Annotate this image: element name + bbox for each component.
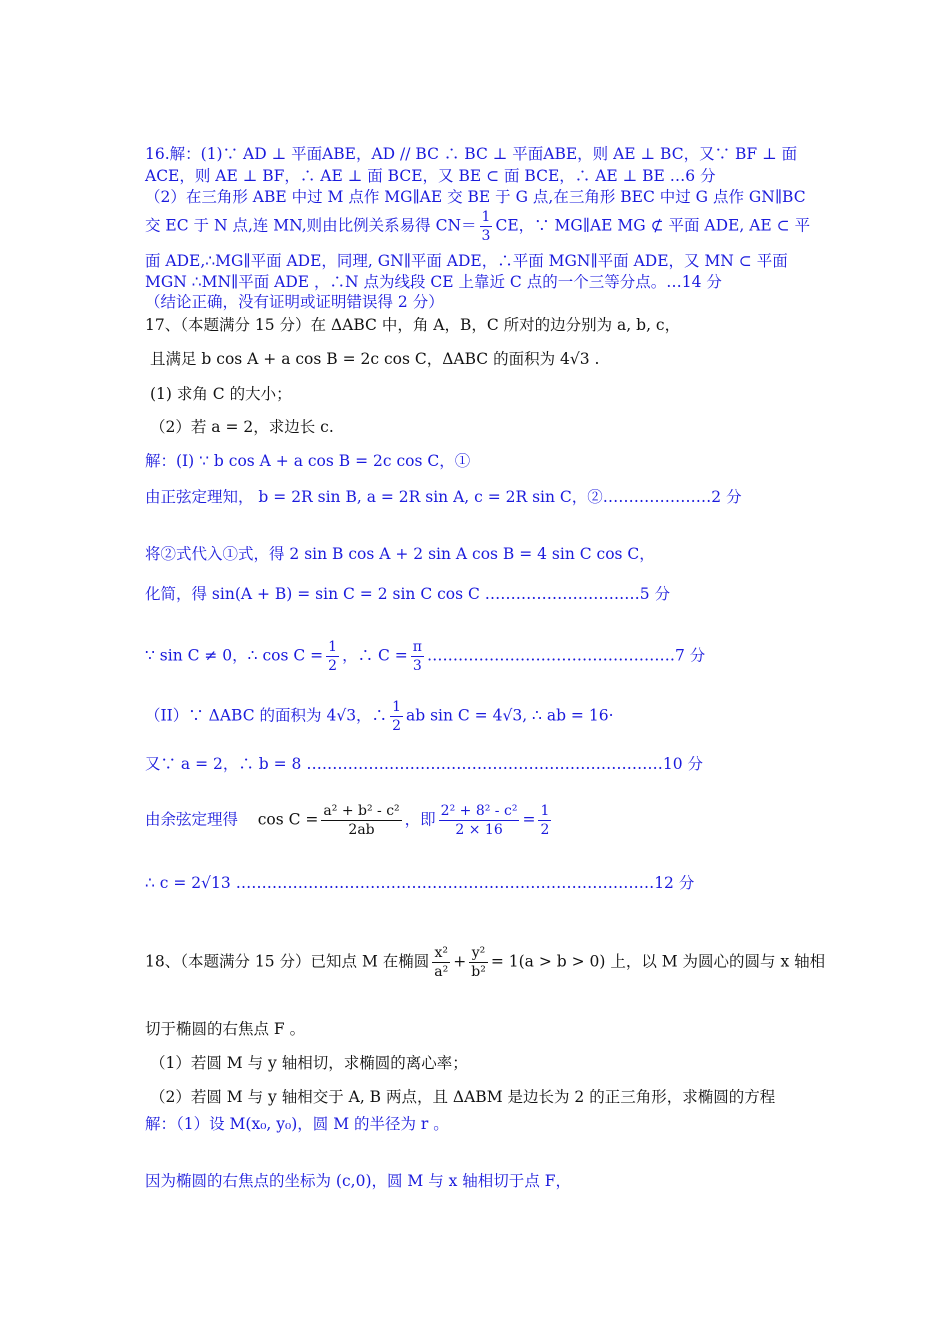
frac-den: 2: [328, 658, 338, 674]
frac-den: 2: [540, 822, 550, 838]
frac-den: 3: [481, 228, 491, 244]
frac-num: 1: [392, 699, 401, 715]
p17-question-2: （2）若 a = 2，求边长 c.: [150, 418, 334, 436]
fraction-cos-sub: [439, 802, 520, 839]
p16-line-4-a: 交 EC 于 N 点,连 MN,则由比例关系易得 CN＝: [145, 216, 477, 235]
frac-den: b²: [471, 964, 486, 980]
s17-line-8-d: =: [522, 810, 536, 829]
p18-line-2: 切于椭圆的右焦点 F 。: [145, 1020, 306, 1038]
frac-num: y²: [469, 944, 488, 963]
s17-line-8-c: ，即: [404, 810, 436, 829]
frac-num: π: [412, 639, 422, 655]
p16-line-2: ACE，则 AE ⊥ BF，∴ AE ⊥ 面 BCE，又 BE ⊂ 面 BCE，∴ AE ⊥ BE …6 分: [145, 167, 716, 185]
p18-title: [145, 944, 825, 981]
p16-line-7: （结论正确，没有证明或证明错误得 2 分）: [145, 293, 444, 311]
s17-line-2: 由正弦定理知， b = 2R sin B, a = 2R sin A, c = 2R sin C，②…………………2 分: [145, 488, 742, 506]
p17-condition: 且满足 b cos A + a cos B = 2c cos C，ΔABC 的面积为 4√3 .: [150, 350, 600, 368]
p18-title-c: = 1(a > b > 0) 上，以 M 为圆心的圆与 x 轴相: [490, 952, 826, 971]
s17-line-9: ∴ c = 2√13 ………………………………………………………………………12 分: [145, 874, 695, 892]
frac-num: 1: [540, 803, 550, 819]
fraction-half-ab: [390, 698, 403, 735]
fraction-ellipse-x: [432, 944, 450, 981]
s17-line-6-b: ab sin C = 4√3, ∴ ab = 16·: [405, 706, 614, 725]
frac-den: 2 × 16: [455, 822, 503, 838]
p16-line-4: [145, 208, 810, 245]
s17-line-5-b: ，∴ C =: [342, 646, 408, 665]
p16-line-1: 16.解：(1)∵ AD ⊥ 平面ABE，AD // BC ∴ BC ⊥ 平面ABE，则 AE ⊥ BC，又∵ BF ⊥ 面: [145, 145, 798, 163]
p18-question-1: （1）若圆 M 与 y 轴相切，求椭圆的离心率；: [150, 1054, 468, 1072]
s17-line-3: 将②式代入①式，得 2 sin B cos A + 2 sin A cos B = 4 sin C cos C，: [145, 545, 655, 563]
s17-line-4: 化简，得 sin(A + B) = sin C = 2 sin C cos C …………………………5 分: [145, 585, 671, 603]
frac-num: x²: [432, 944, 450, 963]
p18-title-a: 18、（本题满分 15 分）已知点 M 在椭圆: [145, 952, 430, 971]
s17-line-6-a: （II）∵ ΔABC 的面积为 4√3，∴: [145, 706, 388, 725]
p18-title-b: +: [453, 952, 467, 971]
fraction-pi-third: [411, 638, 424, 675]
fraction-one-third: [480, 208, 493, 245]
frac-num: 1: [481, 209, 491, 225]
s17-line-8-b: cos C =: [257, 810, 319, 829]
s17-line-7: 又∵ a = 2，∴ b = 8 ……………………………………………………………10 分: [145, 755, 704, 773]
s17-line-5-a: ∵ sin C ≠ 0，∴ cos C =: [145, 646, 324, 665]
p16-line-6: MGN ∴MN∥平面 ADE ，∴N 点为线段 CE 上靠近 C 点的一个三等分点。…14 分: [145, 273, 722, 291]
frac-den: 3: [412, 658, 422, 674]
frac-num: a² + b² - c²: [323, 803, 400, 819]
p16-line-3: （2）在三角形 ABE 中过 M 点作 MG∥AE 交 BE 于 G 点,在三角形 BEC 中过 G 点作 GN∥BC: [145, 188, 806, 206]
p17-title: 17、（本题满分 15 分）在 ΔABC 中，角 A，B，C 所对的边分别为 a, b, c，: [145, 316, 681, 334]
s17-line-5: [145, 638, 705, 675]
s17-line-5-c: …………………………………………7 分: [426, 646, 706, 665]
frac-den: a²: [434, 964, 449, 980]
fraction-result-half: [538, 802, 551, 839]
frac-num: 2² + 8² - c²: [440, 803, 518, 819]
s17-line-8: [145, 802, 554, 839]
p16-line-4-b: CE，∵ MG∥AE MG ⊄ 平面 ADE, AE ⊂ 平: [495, 216, 811, 235]
frac-num: 1: [328, 639, 338, 655]
fraction-ellipse-y: [469, 944, 488, 981]
p17-question-1: (1) 求角 C 的大小；: [150, 385, 292, 403]
p16-line-5: 面 ADE,∴MG∥平面 ADE，同理, GN∥平面 ADE，∴平面 MGN∥平面 ADE，又 MN ⊂ 平面: [145, 252, 788, 270]
s17-line-6: [145, 698, 614, 735]
fraction-cos-rule: [321, 802, 401, 839]
p18-question-2: （2）若圆 M 与 y 轴相交于 A, B 两点，且 ΔABM 是边长为 2 的正三角形，求椭圆的方程: [150, 1088, 776, 1106]
frac-den: 2: [392, 718, 401, 734]
s18-line-1: 解：（1）设 M(x₀, y₀)，圆 M 的半径为 r 。: [145, 1115, 449, 1133]
s18-line-2: 因为椭圆的右焦点的坐标为 (c,0)，圆 M 与 x 轴相切于点 F，: [145, 1172, 571, 1190]
s17-line-8-a: 由余弦定理得: [145, 810, 239, 829]
frac-den: 2ab: [348, 822, 375, 838]
fraction-one-half: [326, 638, 339, 675]
s17-line-1: 解：(I) ∵ b cos A + a cos B = 2c cos C，①: [145, 452, 471, 470]
